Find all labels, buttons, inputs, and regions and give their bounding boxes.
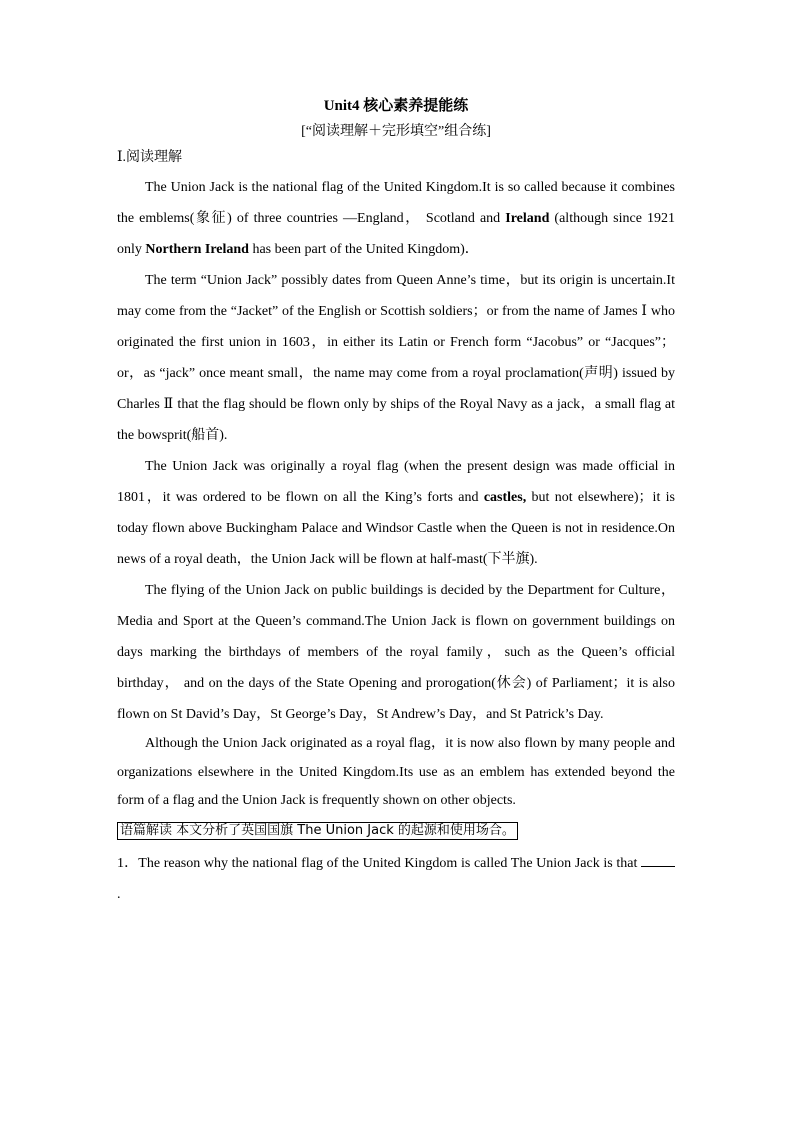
passage-paragraph-3 [117, 451, 675, 575]
passage-paragraph-4: The flying of the Union Jack on public buildings is decided by the Department for Culture， Media and Sport at the Queen’s command.The Union Jack is flown on government buildings on days marking the birthdays of members of the royal family，such as the Queen’s official birthday， and on the days of the State Opening and prorogation(休会) of Parliament；it is also flown on St David’s Day，St George’s Day，St Andrew’s Day，and St Patrick’s Day. [117, 583, 675, 722]
p3-text-1: The Union Jack was originally a royal flag (when the present design was made official in 1801，it was ordered to be flown on all the King’s forts and [117, 459, 675, 505]
question-1-text: 1．The reason why the national flag of the United Kingdom is called The Union Jack is that [117, 855, 641, 871]
passage-paragraph-5: Although the Union Jack originated as a royal flag，it is now also flown by many people and organizations elsewhere in the United Kingdom.Its use as an emblem has extended beyond the form of a flag and the Union Jack is frequently shown on other objects. [117, 736, 675, 808]
passage-paragraph-2: The term “Union Jack” possibly dates from Queen Anne’s time，but its origin is uncertain.It may come from the “Jacket” of the English or Scottish soldiers；or from the name of James Ⅰ who originated the first union in 1603，in either its Latin or French form “Jacobus” or “Jacques”； or，as “jack” once meant small，the name may come from a royal proclamation(声明) issued by Charles Ⅱ that the flag should be flown only by ships of the Royal Navy as a jack，a small flag at the bowsprit(船首). [117, 273, 675, 443]
p1-text-1: The Union Jack is the national flag of the United Kingdom.It is so called because it combines the emblems(象征) of three countries —England， Scotland and [117, 180, 675, 226]
discourse-note-box: 语篇解读 本文分析了英国国旗 The Union Jack 的起源和使用场合。 [117, 822, 518, 840]
section-heading: Ⅰ.阅读理解 [117, 150, 183, 165]
p3-bold-castles: castles, [483, 490, 527, 505]
question-1 [117, 848, 675, 910]
p1-text-2: (although since 1921 only [117, 211, 676, 257]
passage-paragraph-1 [117, 172, 675, 265]
p1-text-3: has been part of the United Kingdom)． [248, 242, 479, 257]
document-page [117, 96, 675, 910]
page-title: Unit4 核心素养提能练 [323, 98, 469, 114]
answer-blank [641, 852, 675, 867]
page-subtitle: [“阅读理解＋完形填空”组合练] [301, 124, 491, 139]
p1-bold-ireland: Ireland [505, 211, 550, 226]
p1-bold-northern-ireland: Northern Ireland [145, 242, 249, 257]
p3-text-2: but not elsewhere)；it is today flown above Buckingham Palace and Windsor Castle when the Queen is not in residence.On news of a royal death，the Union Jack will be flown at half-mast(下半旗). [117, 490, 675, 567]
question-1-tail: . [117, 886, 121, 902]
